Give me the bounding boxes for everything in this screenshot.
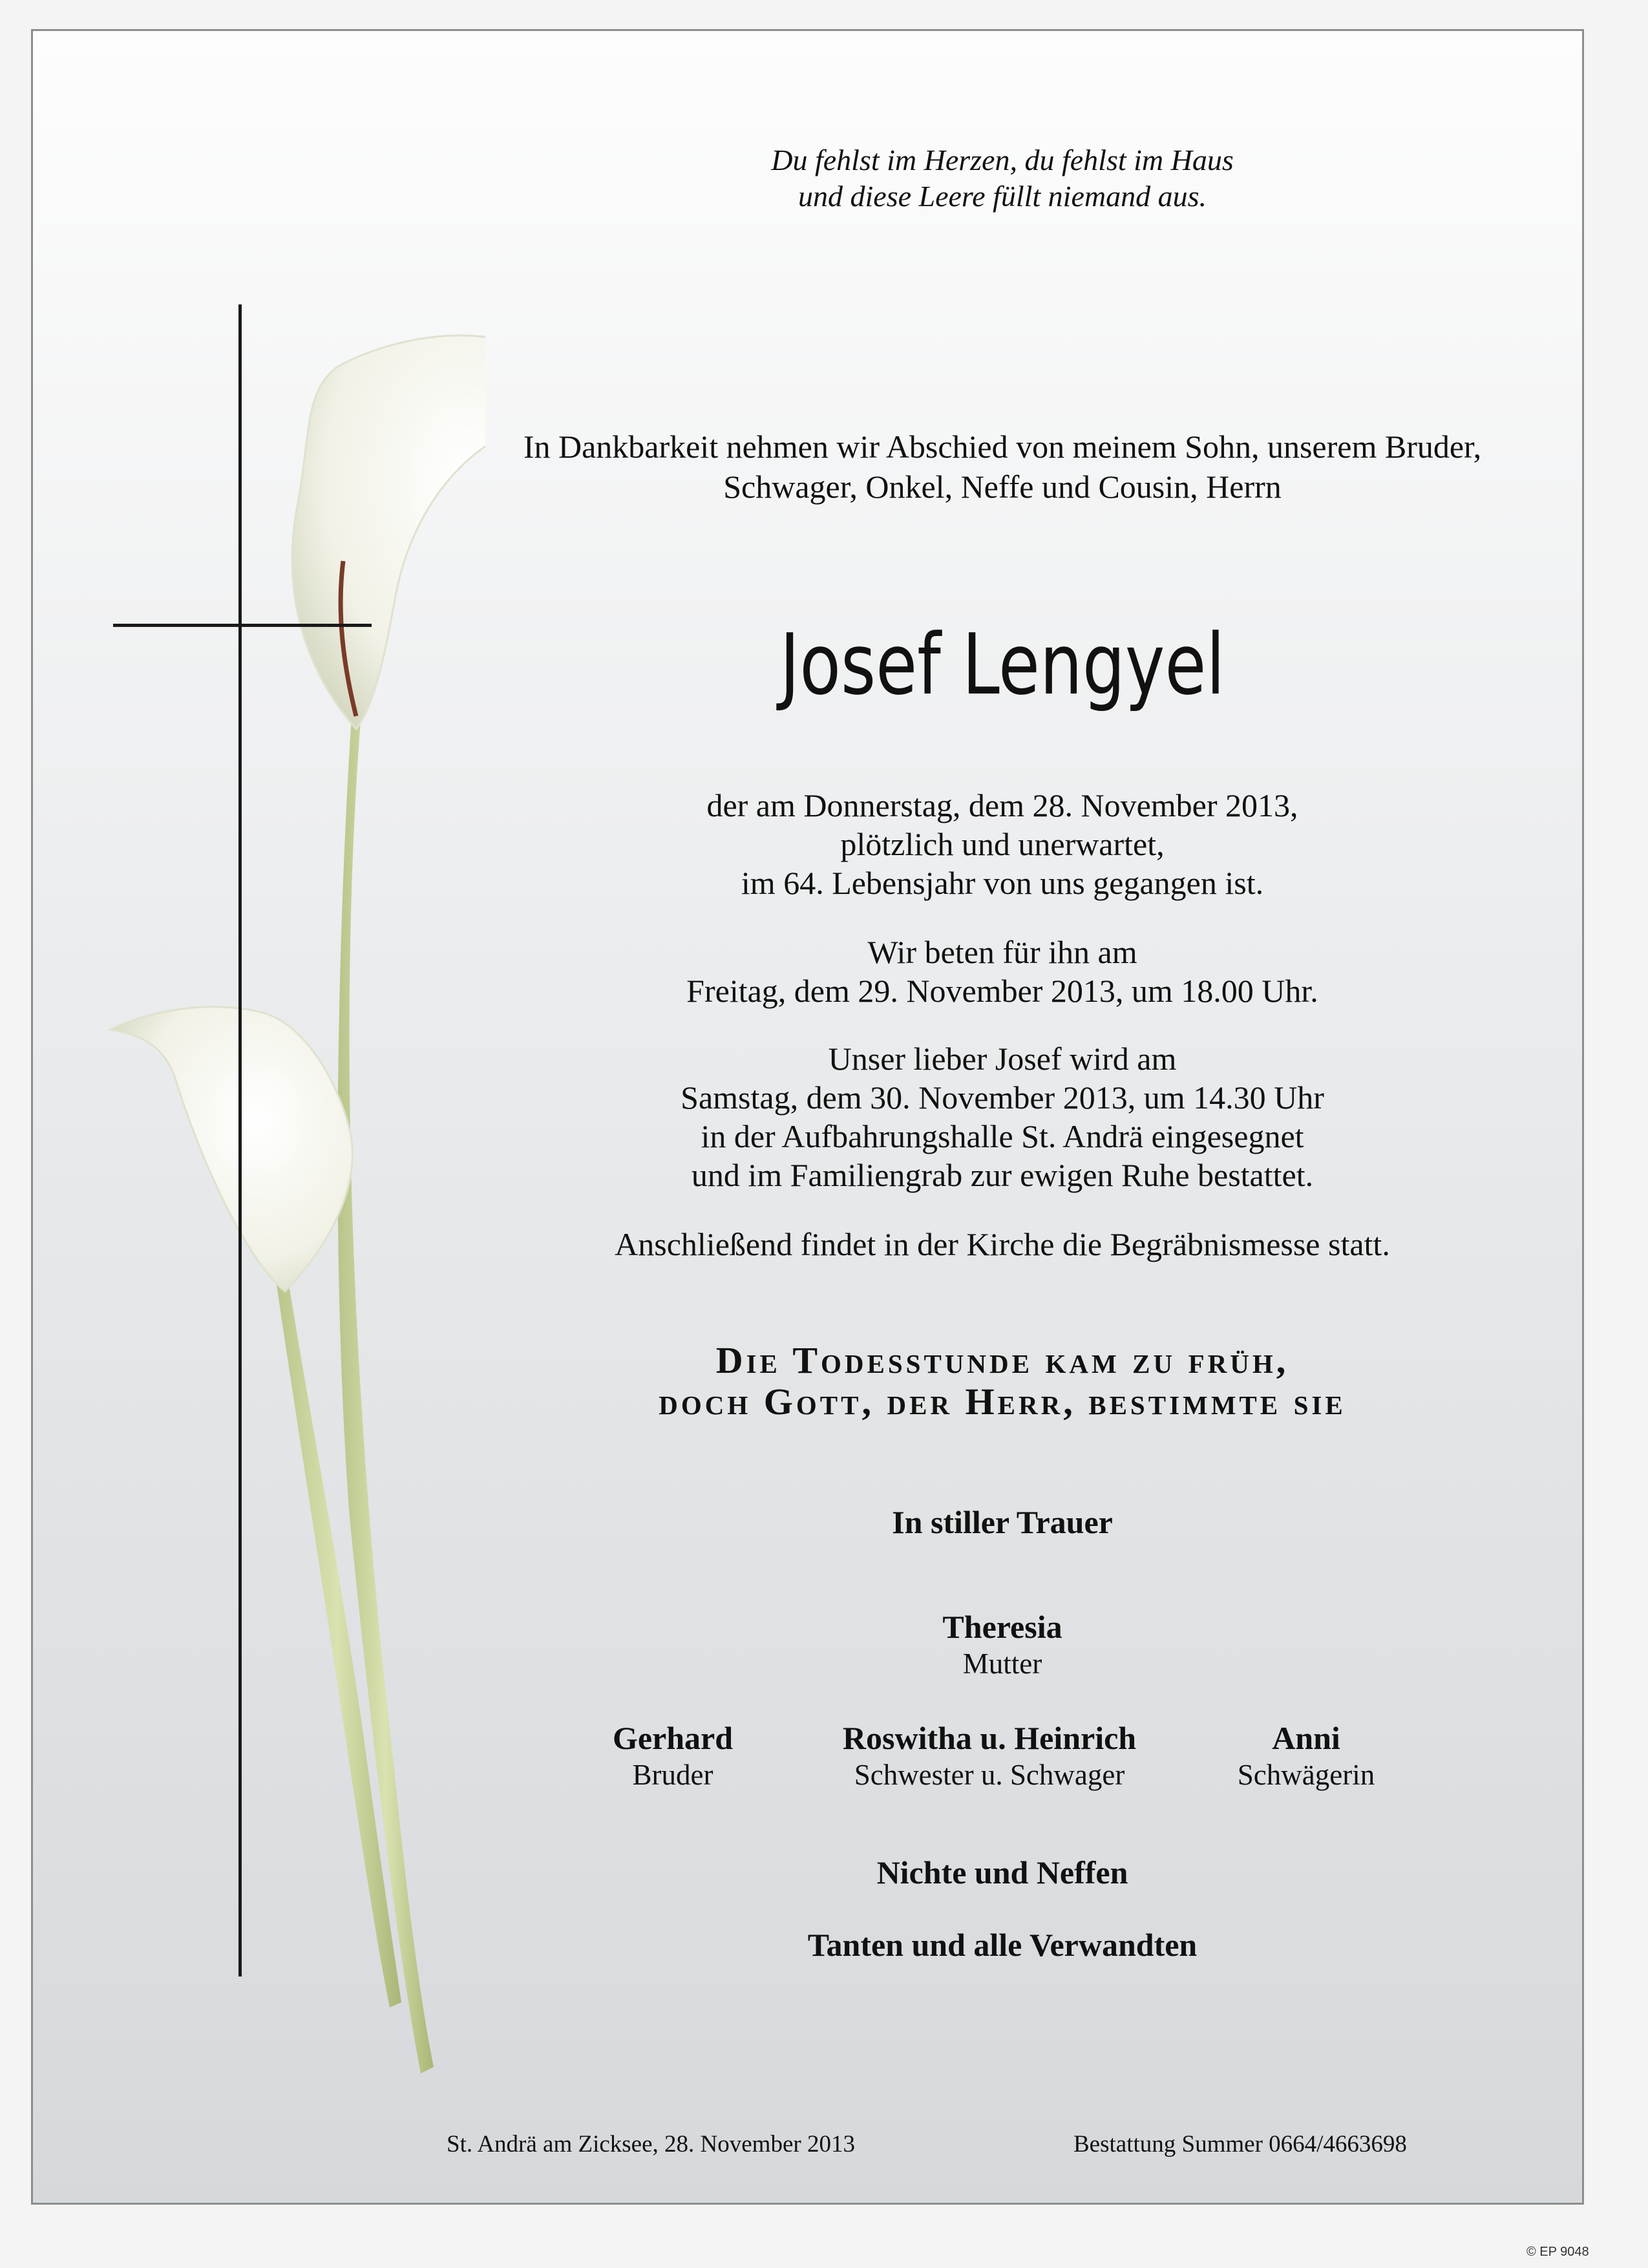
relatives: Tanten und alle Verwandten [807,1927,1198,1963]
mourner-brother [544,1719,802,1793]
product-code: © EP 9048 [1527,2245,1589,2259]
verse-line: Du fehlst im Herzen, du fehlst im Haus [771,143,1234,176]
motto-line: doch Gott, der Herr, bestimmte sie [659,1381,1346,1423]
mourner-name: Theresia [942,1609,1062,1645]
funeral-line: Samstag, dem 30. November 2013, um 14.30 Uhr [681,1079,1324,1116]
funeral-line: Unser lieber Josef wird am [828,1041,1177,1077]
mourner-mother [485,1608,1519,1682]
intro-line: In Dankbarkeit nehmen wir Abschied von meinem Sohn, unserem Bruder, [523,429,1482,465]
deceased-name: Josef Lengyel [779,615,1225,714]
mourner-role: Bruder [632,1759,713,1791]
verse [485,142,1519,215]
mourner-role: Mutter [962,1648,1042,1680]
prayer-line: Freitag, dem 29. November 2013, um 18.00 Uhr. [686,973,1318,1009]
death-notice-line: im 64. Lebensjahr von uns gegangen ist. [741,865,1264,901]
calla-lily-image [33,31,485,2203]
mourner-role: Schwägerin [1237,1759,1375,1791]
mourner-name: Anni [1272,1720,1340,1756]
prayer-line: Wir beten für ihn am [867,934,1137,970]
prayer-notice [485,933,1519,1010]
obituary-card [31,29,1584,2205]
intro-line: Schwager, Onkel, Neffe und Cousin, Herrn [723,469,1282,505]
funeral-line: in der Aufbahrungshalle St. Andrä eingesegnet [701,1118,1304,1154]
footer-place-date: St. Andrä am Zicksee, 28. November 2013 [447,2131,855,2157]
nieces-nephews: Nichte und Neffen [876,1854,1128,1891]
death-notice-line: der am Donnerstag, dem 28. November 2013, [706,787,1298,823]
mass-notice: Anschließend findet in der Kirche die Begräbnismesse statt. [615,1226,1390,1262]
funeral-notice [485,1039,1519,1194]
mourner-sister-in-law [1177,1719,1435,1793]
mourner-name: Gerhard [612,1720,734,1756]
death-notice-line: plötzlich und unerwartet, [840,826,1165,862]
cross-horizontal-bar [113,624,372,627]
funeral-line: und im Familiengrab zur ewigen Ruhe bestattet. [691,1157,1314,1193]
verse-line: und diese Leere füllt niemand aus. [798,180,1207,213]
cross-vertical-bar [238,304,242,1977]
death-notice [485,786,1519,902]
footer-undertaker: Bestattung Summer 0664/4663698 [1073,2131,1407,2157]
intro-text [485,427,1519,507]
mourning-heading: In stiller Trauer [892,1504,1113,1540]
mourner-name: Roswitha u. Heinrich [842,1720,1137,1756]
motto-line: Die Todesstunde kam zu früh, [715,1339,1289,1381]
motto [485,1340,1519,1423]
mourner-sister [796,1719,1183,1793]
mourner-role: Schwester u. Schwager [854,1759,1125,1791]
